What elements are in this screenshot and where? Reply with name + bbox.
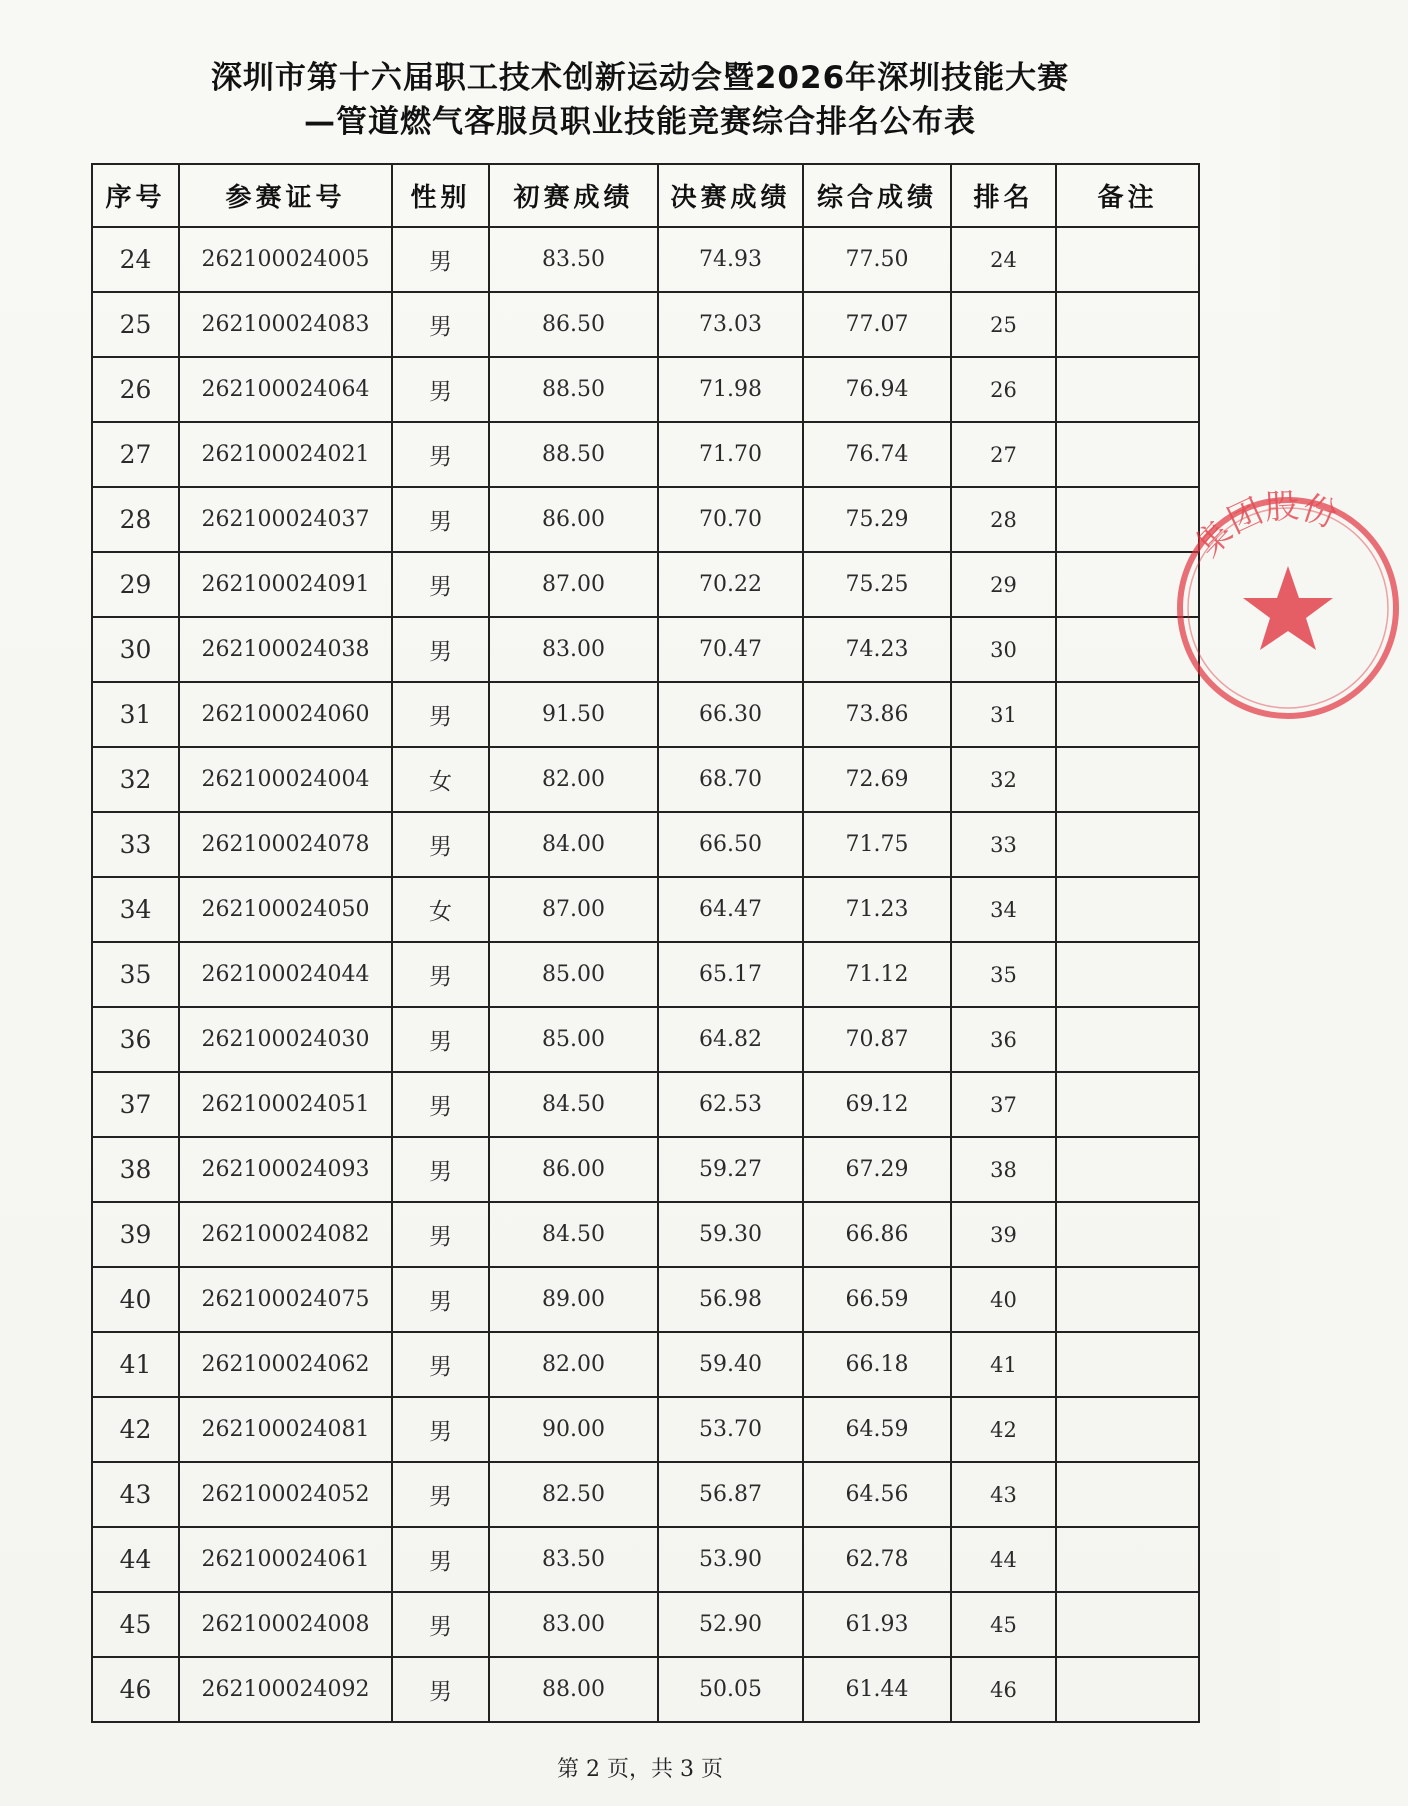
- cell-cert-no: 262100024062: [179, 1332, 392, 1397]
- cell-total-score: 69.12: [803, 1072, 951, 1137]
- table-row: [92, 357, 1199, 422]
- cell-cert-no: 262100024093: [179, 1137, 392, 1202]
- cell-total-score: 64.56: [803, 1462, 951, 1527]
- cell-cert-no: 262100024030: [179, 1007, 392, 1072]
- cell-cert-no: 262100024081: [179, 1397, 392, 1462]
- table-row: [92, 1007, 1199, 1072]
- cell-seq: 31: [92, 682, 179, 747]
- cell-total-score: 71.75: [803, 812, 951, 877]
- cell-final-score: 66.30: [658, 682, 803, 747]
- cell-prelim-score: 88.00: [489, 1657, 658, 1722]
- cell-seq: 40: [92, 1267, 179, 1332]
- cell-seq: 29: [92, 552, 179, 617]
- cell-final-score: 59.27: [658, 1137, 803, 1202]
- cell-prelim-score: 89.00: [489, 1267, 658, 1332]
- cell-total-score: 64.59: [803, 1397, 951, 1462]
- cell-final-score: 68.70: [658, 747, 803, 812]
- cell-rank: 26: [951, 357, 1056, 422]
- cell-rank: 24: [951, 227, 1056, 292]
- cell-prelim-score: 83.50: [489, 1527, 658, 1592]
- cell-seq: 26: [92, 357, 179, 422]
- cell-seq: 35: [92, 942, 179, 1007]
- cell-seq: 42: [92, 1397, 179, 1462]
- cell-remarks: [1056, 617, 1199, 682]
- cell-total-score: 61.44: [803, 1657, 951, 1722]
- cell-remarks: [1056, 1202, 1199, 1267]
- cell-prelim-score: 85.00: [489, 1007, 658, 1072]
- cell-remarks: [1056, 1657, 1199, 1722]
- cell-cert-no: 262100024061: [179, 1527, 392, 1592]
- cell-seq: 24: [92, 227, 179, 292]
- cell-prelim-score: 82.00: [489, 1332, 658, 1397]
- header-seq: 序号: [92, 164, 179, 227]
- cell-gender: 男: [392, 1592, 489, 1657]
- cell-total-score: 61.93: [803, 1592, 951, 1657]
- table-row: [92, 227, 1199, 292]
- cell-final-score: 65.17: [658, 942, 803, 1007]
- cell-cert-no: 262100024004: [179, 747, 392, 812]
- header-final-score: 决赛成绩: [658, 164, 803, 227]
- cell-remarks: [1056, 1397, 1199, 1462]
- cell-gender: 男: [392, 1332, 489, 1397]
- cell-gender: 男: [392, 1072, 489, 1137]
- cell-cert-no: 262100024052: [179, 1462, 392, 1527]
- cell-total-score: 67.29: [803, 1137, 951, 1202]
- table-row: [92, 1072, 1199, 1137]
- table-row: [92, 942, 1199, 1007]
- table-row: [92, 812, 1199, 877]
- table-row: [92, 422, 1199, 487]
- cell-gender: 男: [392, 552, 489, 617]
- cell-gender: 男: [392, 1397, 489, 1462]
- cell-seq: 25: [92, 292, 179, 357]
- cell-gender: 男: [392, 1462, 489, 1527]
- cell-gender: 男: [392, 1267, 489, 1332]
- cell-rank: 31: [951, 682, 1056, 747]
- cell-total-score: 76.94: [803, 357, 951, 422]
- table-row: [92, 1397, 1199, 1462]
- cell-cert-no: 262100024044: [179, 942, 392, 1007]
- cell-prelim-score: 84.50: [489, 1202, 658, 1267]
- cell-cert-no: 262100024092: [179, 1657, 392, 1722]
- cell-rank: 35: [951, 942, 1056, 1007]
- cell-prelim-score: 86.50: [489, 292, 658, 357]
- ranking-table: [91, 163, 1200, 1723]
- cell-remarks: [1056, 227, 1199, 292]
- cell-remarks: [1056, 552, 1199, 617]
- cell-seq: 27: [92, 422, 179, 487]
- document-title-line2: —管道燃气客服员职业技能竞赛综合排名公布表: [304, 104, 976, 140]
- cell-cert-no: 262100024064: [179, 357, 392, 422]
- cell-seq: 41: [92, 1332, 179, 1397]
- cell-gender: 男: [392, 682, 489, 747]
- cell-rank: 41: [951, 1332, 1056, 1397]
- cell-prelim-score: 83.00: [489, 617, 658, 682]
- cell-seq: 45: [92, 1592, 179, 1657]
- cell-final-score: 59.30: [658, 1202, 803, 1267]
- cell-prelim-score: 85.00: [489, 942, 658, 1007]
- cell-final-score: 53.90: [658, 1527, 803, 1592]
- cell-remarks: [1056, 1592, 1199, 1657]
- cell-total-score: 71.23: [803, 877, 951, 942]
- page-number-footer: 第 2 页，共 3 页: [557, 1757, 723, 1782]
- official-seal-stamp: [1168, 488, 1408, 728]
- cell-prelim-score: 87.00: [489, 877, 658, 942]
- cell-rank: 34: [951, 877, 1056, 942]
- cell-gender: 男: [392, 292, 489, 357]
- table-row: [92, 1462, 1199, 1527]
- seal-text: 集团股份: [1188, 488, 1342, 565]
- cell-rank: 36: [951, 1007, 1056, 1072]
- cell-cert-no: 262100024075: [179, 1267, 392, 1332]
- cell-final-score: 74.93: [658, 227, 803, 292]
- cell-final-score: 56.98: [658, 1267, 803, 1332]
- cell-gender: 女: [392, 747, 489, 812]
- cell-cert-no: 262100024021: [179, 422, 392, 487]
- cell-gender: 男: [392, 1007, 489, 1072]
- cell-cert-no: 262100024038: [179, 617, 392, 682]
- cell-final-score: 64.47: [658, 877, 803, 942]
- table-header-row: [92, 164, 1199, 227]
- cell-prelim-score: 88.50: [489, 357, 658, 422]
- cell-remarks: [1056, 1332, 1199, 1397]
- table-row: [92, 487, 1199, 552]
- cell-seq: 34: [92, 877, 179, 942]
- cell-rank: 38: [951, 1137, 1056, 1202]
- cell-remarks: [1056, 1267, 1199, 1332]
- cell-remarks: [1056, 1527, 1199, 1592]
- cell-cert-no: 262100024091: [179, 552, 392, 617]
- header-rank: 排名: [951, 164, 1056, 227]
- cell-rank: 44: [951, 1527, 1056, 1592]
- cell-rank: 42: [951, 1397, 1056, 1462]
- cell-final-score: 56.87: [658, 1462, 803, 1527]
- svg-text:集团股份: [1188, 488, 1342, 565]
- cell-rank: 30: [951, 617, 1056, 682]
- table-row: [92, 1527, 1199, 1592]
- cell-cert-no: 262100024051: [179, 1072, 392, 1137]
- cell-seq: 38: [92, 1137, 179, 1202]
- cell-final-score: 70.22: [658, 552, 803, 617]
- cell-remarks: [1056, 1462, 1199, 1527]
- cell-prelim-score: 83.00: [489, 1592, 658, 1657]
- cell-seq: 30: [92, 617, 179, 682]
- table-body: [92, 227, 1199, 1722]
- cell-remarks: [1056, 682, 1199, 747]
- cell-gender: 男: [392, 1527, 489, 1592]
- cell-total-score: 66.59: [803, 1267, 951, 1332]
- cell-total-score: 70.87: [803, 1007, 951, 1072]
- cell-remarks: [1056, 1137, 1199, 1202]
- cell-gender: 男: [392, 617, 489, 682]
- cell-cert-no: 262100024037: [179, 487, 392, 552]
- cell-total-score: 77.50: [803, 227, 951, 292]
- header-remarks: 备注: [1056, 164, 1199, 227]
- table-row: [92, 1267, 1199, 1332]
- table-row: [92, 1657, 1199, 1722]
- table-row: [92, 617, 1199, 682]
- table-row: [92, 682, 1199, 747]
- cell-final-score: 71.70: [658, 422, 803, 487]
- header-gender: 性别: [392, 164, 489, 227]
- cell-seq: 43: [92, 1462, 179, 1527]
- cell-cert-no: 262100024050: [179, 877, 392, 942]
- cell-rank: 28: [951, 487, 1056, 552]
- cell-remarks: [1056, 1072, 1199, 1137]
- cell-seq: 36: [92, 1007, 179, 1072]
- cell-rank: 45: [951, 1592, 1056, 1657]
- header-cert-no: 参赛证号: [179, 164, 392, 227]
- cell-seq: 46: [92, 1657, 179, 1722]
- cell-total-score: 73.86: [803, 682, 951, 747]
- cell-prelim-score: 82.00: [489, 747, 658, 812]
- cell-gender: 女: [392, 877, 489, 942]
- cell-gender: 男: [392, 1137, 489, 1202]
- cell-rank: 40: [951, 1267, 1056, 1332]
- cell-total-score: 66.18: [803, 1332, 951, 1397]
- cell-rank: 33: [951, 812, 1056, 877]
- cell-seq: 28: [92, 487, 179, 552]
- cell-total-score: 74.23: [803, 617, 951, 682]
- cell-prelim-score: 91.50: [489, 682, 658, 747]
- cell-total-score: 76.74: [803, 422, 951, 487]
- cell-final-score: 71.98: [658, 357, 803, 422]
- cell-cert-no: 262100024005: [179, 227, 392, 292]
- table-row: [92, 877, 1199, 942]
- cell-seq: 37: [92, 1072, 179, 1137]
- table-row: [92, 1592, 1199, 1657]
- cell-final-score: 73.03: [658, 292, 803, 357]
- cell-rank: 46: [951, 1657, 1056, 1722]
- cell-prelim-score: 87.00: [489, 552, 658, 617]
- cell-remarks: [1056, 357, 1199, 422]
- cell-final-score: 70.70: [658, 487, 803, 552]
- cell-rank: 29: [951, 552, 1056, 617]
- cell-rank: 39: [951, 1202, 1056, 1267]
- cell-prelim-score: 83.50: [489, 227, 658, 292]
- cell-remarks: [1056, 422, 1199, 487]
- cell-remarks: [1056, 1007, 1199, 1072]
- cell-gender: 男: [392, 942, 489, 1007]
- cell-total-score: 75.29: [803, 487, 951, 552]
- header-total-score: 综合成绩: [803, 164, 951, 227]
- cell-rank: 43: [951, 1462, 1056, 1527]
- cell-remarks: [1056, 942, 1199, 1007]
- cell-final-score: 70.47: [658, 617, 803, 682]
- table-row: [92, 1137, 1199, 1202]
- cell-final-score: 52.90: [658, 1592, 803, 1657]
- cell-rank: 37: [951, 1072, 1056, 1137]
- cell-rank: 27: [951, 422, 1056, 487]
- cell-seq: 32: [92, 747, 179, 812]
- cell-remarks: [1056, 487, 1199, 552]
- cell-remarks: [1056, 747, 1199, 812]
- cell-rank: 32: [951, 747, 1056, 812]
- table-row: [92, 747, 1199, 812]
- cell-final-score: 62.53: [658, 1072, 803, 1137]
- cell-total-score: 71.12: [803, 942, 951, 1007]
- cell-gender: 男: [392, 487, 489, 552]
- cell-gender: 男: [392, 812, 489, 877]
- cell-total-score: 75.25: [803, 552, 951, 617]
- seal-star-icon: [1243, 566, 1333, 650]
- cell-cert-no: 262100024008: [179, 1592, 392, 1657]
- cell-gender: 男: [392, 227, 489, 292]
- table-row: [92, 1202, 1199, 1267]
- cell-prelim-score: 84.00: [489, 812, 658, 877]
- cell-gender: 男: [392, 357, 489, 422]
- cell-final-score: 53.70: [658, 1397, 803, 1462]
- cell-gender: 男: [392, 1657, 489, 1722]
- cell-cert-no: 262100024083: [179, 292, 392, 357]
- cell-final-score: 50.05: [658, 1657, 803, 1722]
- cell-seq: 39: [92, 1202, 179, 1267]
- cell-cert-no: 262100024082: [179, 1202, 392, 1267]
- cell-prelim-score: 86.00: [489, 487, 658, 552]
- cell-remarks: [1056, 292, 1199, 357]
- header-prelim-score: 初赛成绩: [489, 164, 658, 227]
- cell-prelim-score: 88.50: [489, 422, 658, 487]
- cell-final-score: 66.50: [658, 812, 803, 877]
- table-row: [92, 552, 1199, 617]
- cell-gender: 男: [392, 1202, 489, 1267]
- cell-seq: 33: [92, 812, 179, 877]
- cell-total-score: 72.69: [803, 747, 951, 812]
- cell-rank: 25: [951, 292, 1056, 357]
- cell-prelim-score: 84.50: [489, 1072, 658, 1137]
- cell-seq: 44: [92, 1527, 179, 1592]
- cell-gender: 男: [392, 422, 489, 487]
- cell-total-score: 62.78: [803, 1527, 951, 1592]
- cell-total-score: 77.07: [803, 292, 951, 357]
- cell-cert-no: 262100024060: [179, 682, 392, 747]
- cell-final-score: 59.40: [658, 1332, 803, 1397]
- table-row: [92, 292, 1199, 357]
- cell-total-score: 66.86: [803, 1202, 951, 1267]
- table-row: [92, 1332, 1199, 1397]
- document-title-line1: 深圳市第十六届职工技术创新运动会暨2026年深圳技能大赛: [210, 60, 1070, 96]
- cell-prelim-score: 90.00: [489, 1397, 658, 1462]
- cell-prelim-score: 82.50: [489, 1462, 658, 1527]
- cell-remarks: [1056, 877, 1199, 942]
- cell-final-score: 64.82: [658, 1007, 803, 1072]
- cell-remarks: [1056, 812, 1199, 877]
- cell-prelim-score: 86.00: [489, 1137, 658, 1202]
- cell-cert-no: 262100024078: [179, 812, 392, 877]
